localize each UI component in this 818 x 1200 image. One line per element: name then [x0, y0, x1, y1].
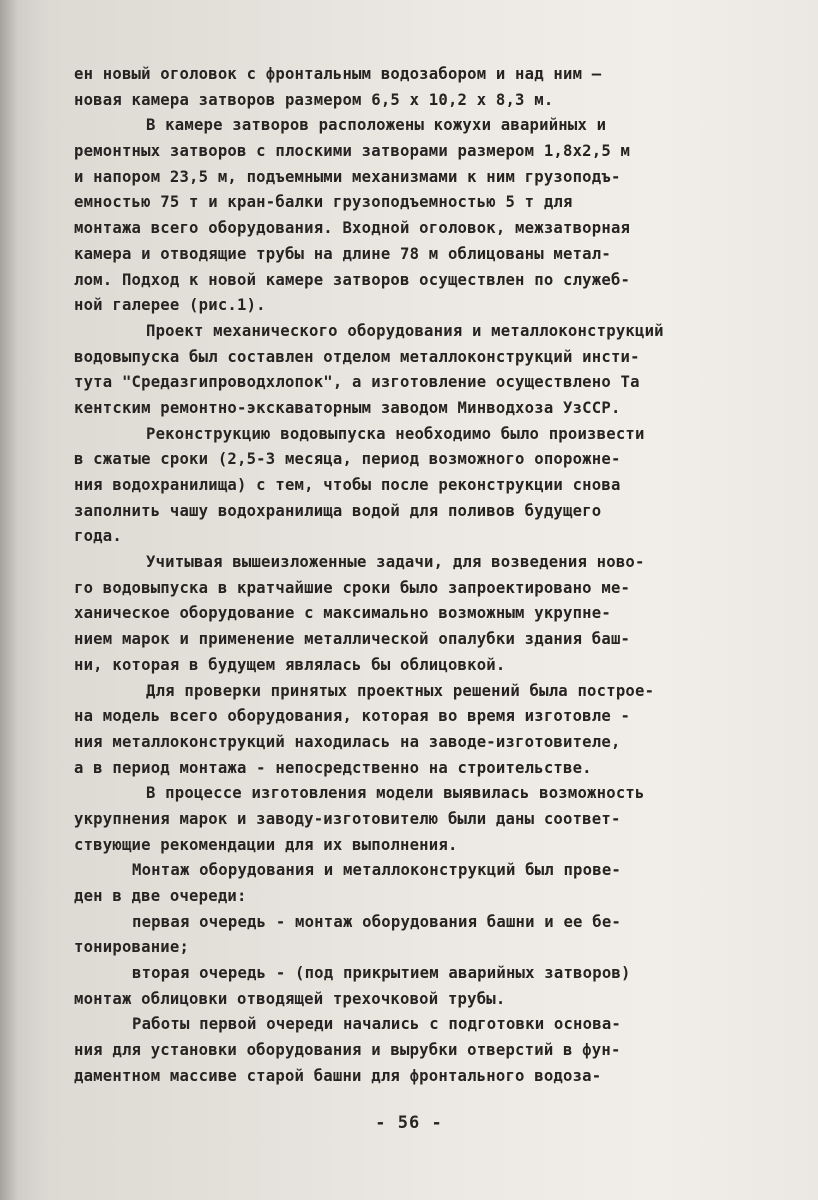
text-line: ния металлоконструкций находилась на заводе-изготовителе, — [74, 732, 621, 751]
page-number: - 56 - — [375, 1113, 443, 1133]
text-line: ной галерее (рис.1). — [74, 296, 266, 315]
page-edge-shadow — [0, 0, 18, 1200]
text-line: нием марок и применение металлической опалубки здания баш- — [74, 630, 631, 649]
text-line: первая очередь - монтаж оборудования башни и ее бе- — [132, 912, 621, 931]
text-line: Для проверки принятых проектных решений была построе- — [146, 681, 655, 700]
text-line: ствующие рекомендации для их выполнения. — [74, 835, 458, 854]
text-line: Работы первой очереди начались с подготовки основа- — [132, 1015, 621, 1034]
text-line: на модель всего оборудования, которая во время изготовле - — [74, 707, 631, 726]
text-line: и напором 23,5 м, подъемными механизмами к ним грузоподъ- — [74, 167, 621, 186]
text-line: ремонтных затворов с плоскими затворами размером 1,8х2,5 м — [74, 142, 631, 161]
text-line: Проект механического оборудования и металлоконструкций — [146, 321, 664, 340]
text-line: в сжатые сроки (2,5-3 месяца, период возможного опорожне- — [74, 450, 621, 469]
text-line: емностью 75 т и кран-балки грузоподъемностью 5 т для — [74, 193, 573, 212]
text-line: а в период монтажа - непосредственно на строительстве. — [74, 758, 592, 777]
text-line: ни, которая в будущем являлась бы облицовкой. — [74, 655, 506, 674]
text-line: Реконструкцию водовыпуска необходимо было произвести — [146, 424, 645, 443]
text-line: ден в две очереди: — [74, 887, 247, 905]
text-line: укрупнения марок и заводу-изготовителю были даны соответ- — [74, 809, 621, 828]
body-text — [74, 62, 804, 1090]
text-line: Учитывая вышеизложенные задачи, для возведения ново- — [146, 553, 645, 572]
text-line: даментном массиве старой башни для фронтального водоза- — [74, 1066, 602, 1085]
text-line: лом. Подход к новой камере затворов осуществлен по служеб- — [74, 270, 631, 289]
text-line: кентским ремонтно-экскаваторным заводом Минводхоза УзССР. — [74, 398, 621, 417]
text-line: Монтаж оборудования и металлоконструкций был прове- — [132, 861, 621, 880]
text-line: ния для установки оборудования и вырубки отверстий в фун- — [74, 1041, 621, 1060]
text-line: вторая очередь - (под прикрытием аварийных затворов) — [132, 964, 631, 983]
text-line: камера и отводящие трубы на длине 78 м облицованы метал- — [74, 244, 611, 263]
text-line: новая камера затворов размером 6,5 х 10,2 х 8,3 м. — [74, 90, 554, 109]
text-line: монтажа всего оборудования. Входной оголовок, межзатворная — [74, 219, 631, 238]
text-line: водовыпуска был составлен отделом металлоконструкций инсти- — [74, 347, 640, 366]
text-line: монтаж облицовки отводящей трехочковой трубы. — [74, 989, 506, 1008]
text-line: В процессе изготовления модели выявилась возможность — [146, 784, 645, 803]
text-line: тонирование; — [74, 938, 190, 957]
text-line: ханическое оборудование с максимально возможным укрупне- — [74, 604, 611, 623]
text-line: тута "Средазгипроводхлопок", а изготовление осуществлено Та — [74, 373, 640, 392]
text-line: заполнить чашу водохранилища водой для поливов будущего — [74, 501, 602, 520]
text-line: го водовыпуска в кратчайшие сроки было запроектировано ме- — [74, 578, 631, 597]
text-line: ен новый оголовок с фронтальным водозабором и над ним – — [74, 65, 602, 83]
text-line: В камере затворов расположены кожухи аварийных и — [146, 116, 607, 135]
text-line: года. — [74, 527, 122, 546]
text-line: ния водохранилища) с тем, чтобы после реконструкции снова — [74, 476, 621, 494]
